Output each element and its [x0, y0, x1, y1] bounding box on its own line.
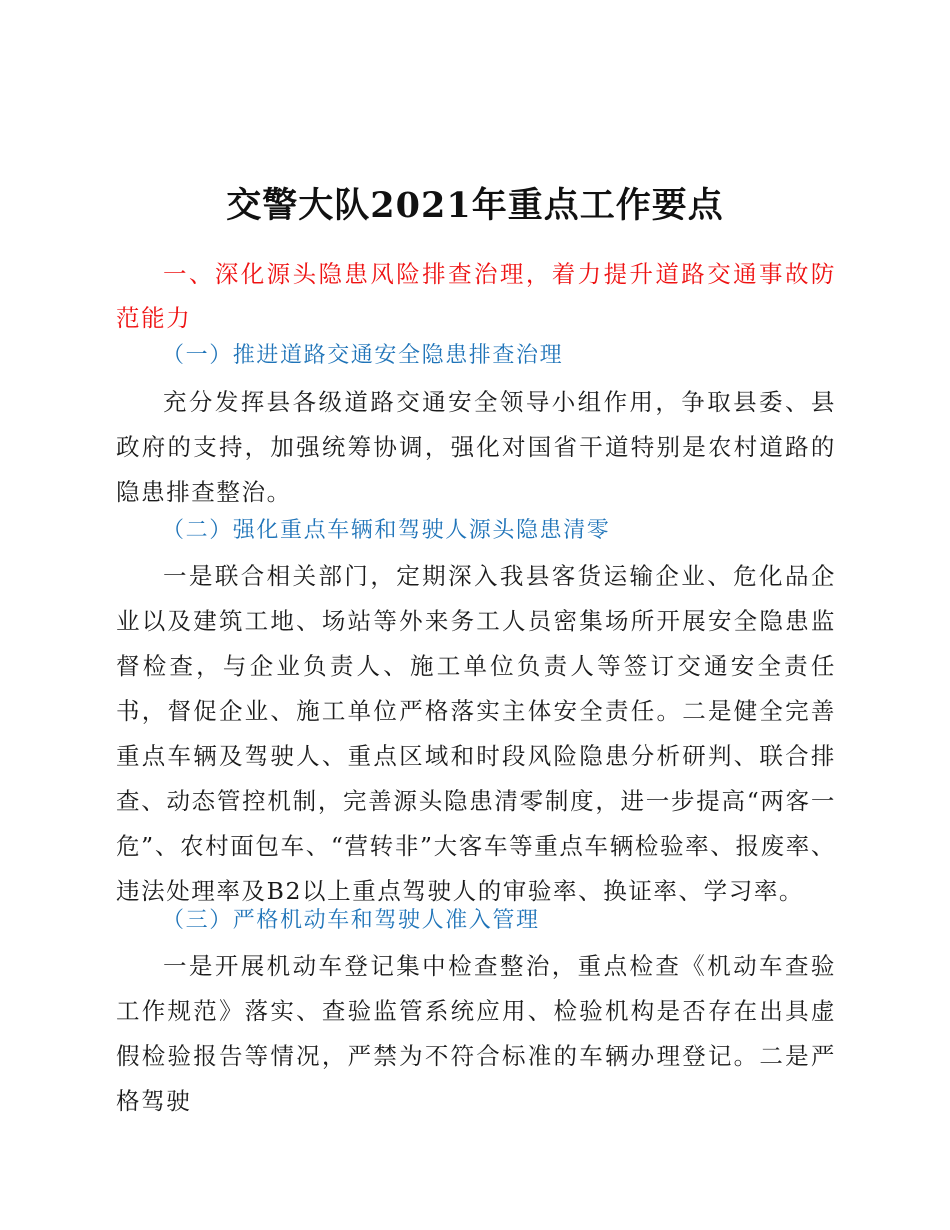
subsection-heading-2: （二）强化重点车辆和驾驶人源头隐患清零 — [162, 518, 611, 543]
subsection-paragraph-2: 一是联合相关部门，定期深入我县客货运输企业、危化品企业以及建筑工地、场站等外来务工人员密集场所开展安全隐患监督检查，与企业负责人、施工单位负责人等签订交通安全责任书，督促企业、施工单位严格落实主体安全责任。二是健全完善重点车辆及驾驶人、重点区域和时段风险隐患分析研判、联合排查、动态管控机制，完善源头隐患清零制度，进一步提高“两客一危”、农村面包车、“营转非”大客车等重点车辆检验率、报废率、违法处理率及B2以上重点驾驶人的审验率、换证率、学习率。 — [116, 562, 836, 905]
document-title: 交警大队2021年重点工作要点 — [226, 185, 724, 226]
subsection-heading-3: （三）严格机动车和驾驶人准入管理 — [162, 908, 540, 933]
subsection-paragraph-3: 一是开展机动车登记集中检查整治，重点检查《机动车查验工作规范》落实、查验监管系统应用、检验机构是否存在出具虚假检验报告等情况，严禁为不符合标准的车辆办理登记。二是严格驾驶 — [116, 952, 836, 1115]
section-heading-1: 一、深化源头隐患风险排查治理，着力提升道路交通事故防范能力 — [116, 260, 836, 332]
subsection-paragraph-1: 充分发挥县各级道路交通安全领导小组作用，争取县委、县政府的支持，加强统筹协调，强化对国省干道特别是农村道路的隐患排查整治。 — [116, 388, 836, 506]
subsection-heading-1: （一）推进道路交通安全隐患排查治理 — [162, 343, 564, 368]
